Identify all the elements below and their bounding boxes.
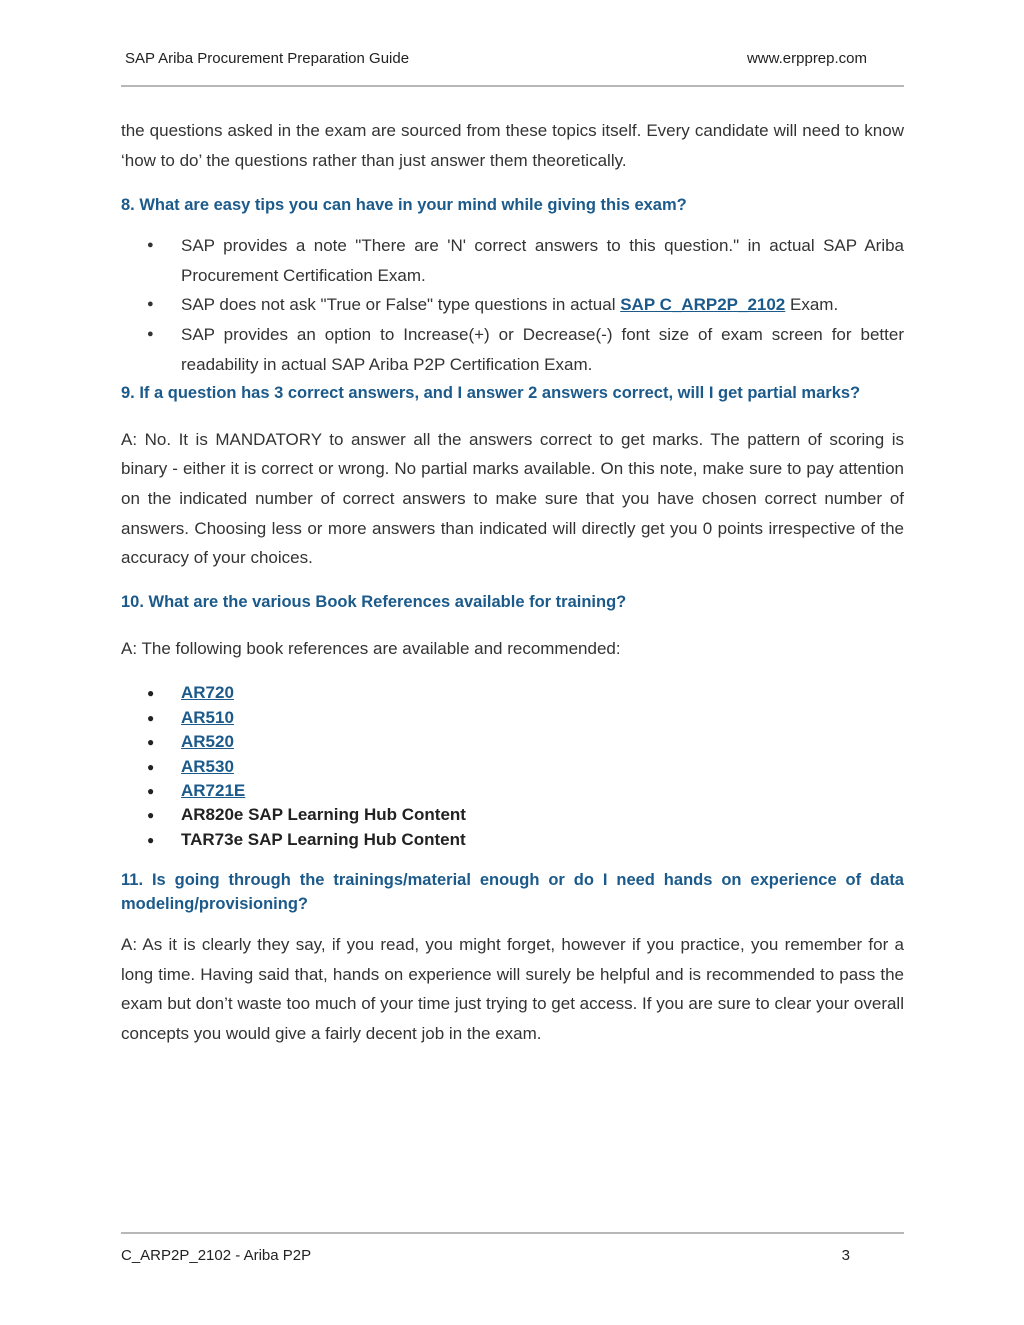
book-reference-link[interactable]: AR530 bbox=[181, 756, 234, 776]
question-9-answer: A: No. It is MANDATORY to answer all the answers correct to get marks. The pattern of scoring is binary - either it is correct or wrong. No partial marks available. On this note, make sure to pay attention on the indicated number of correct answers to make sure that you have chosen correct number of answers. Choosing less or more answers than indicated will directly get you 0 points irrespective of the accuracy of your choices. bbox=[121, 429, 904, 568]
bullet-icon: ● bbox=[147, 759, 155, 774]
book-reference-text: TAR73e SAP Learning Hub Content bbox=[181, 829, 466, 849]
tips-list bbox=[121, 231, 904, 379]
list-item bbox=[121, 681, 904, 705]
intro-paragraph: the questions asked in the exam are sourced from these topics itself. Every candidate will need to know ‘how to do’ the questions rather than just answer them theoretically. bbox=[121, 121, 904, 170]
book-reference-link[interactable]: AR720 bbox=[181, 683, 234, 703]
header-divider bbox=[121, 85, 904, 87]
list-item bbox=[121, 828, 904, 852]
tip-text: Exam. bbox=[785, 295, 839, 315]
book-references-list bbox=[121, 681, 904, 852]
list-item bbox=[121, 706, 904, 730]
list-item bbox=[121, 803, 904, 827]
book-reference-text: AR820e SAP Learning Hub Content bbox=[181, 805, 466, 825]
footer-code: C_ARP2P_2102 - Ariba P2P bbox=[121, 1247, 312, 1264]
document-title: SAP Ariba Procurement Preparation Guide bbox=[125, 50, 410, 67]
bullet-icon: ● bbox=[147, 686, 155, 701]
bullet-icon: ● bbox=[147, 808, 155, 823]
question-11-answer: A: As it is clearly they say, if you read, you might forget, however if you practice, you remember for a long time. Having said that, hands on experience will surely be helpful and is recommended to pass the exam but don’t waste too much of your time just trying to get access. If you are sure to clear your overall concepts you would give a fairly decent job in the exam. bbox=[121, 935, 904, 1043]
website-url: www.erpprep.com bbox=[746, 50, 867, 67]
tip-text: SAP provides a note "There are 'N' correct answers to this question." in actual SAP Ariba Procurement Certification Exam. bbox=[181, 236, 904, 285]
question-10-heading: 10. What are the various Book References available for training? bbox=[121, 592, 627, 611]
bullet-icon: ● bbox=[147, 735, 155, 750]
list-item bbox=[121, 755, 904, 779]
page-number: 3 bbox=[841, 1247, 850, 1264]
book-reference-link[interactable]: AR510 bbox=[181, 707, 234, 727]
question-11-heading: 11. Is going through the trainings/material enough or do I need hands on experience of data modeling/provisioning? bbox=[121, 871, 904, 914]
book-reference-link[interactable]: AR721E bbox=[181, 780, 246, 800]
main-content bbox=[121, 116, 904, 1049]
question-10-answer: A: The following book references are available and recommended: bbox=[121, 638, 621, 658]
bullet-icon: ● bbox=[147, 239, 154, 252]
list-item bbox=[121, 320, 904, 379]
list-item bbox=[121, 290, 904, 320]
footer-divider bbox=[121, 1232, 904, 1234]
list-item bbox=[121, 779, 904, 803]
list-item bbox=[121, 231, 904, 290]
exam-link[interactable]: SAP C_ARP2P_2102 bbox=[620, 295, 786, 315]
question-8-heading: 8. What are easy tips you can have in your mind while giving this exam? bbox=[121, 196, 687, 215]
bullet-icon: ● bbox=[147, 327, 154, 340]
list-item bbox=[121, 730, 904, 754]
tip-text: SAP does not ask "True or False" type questions in actual bbox=[181, 295, 621, 315]
bullet-icon: ● bbox=[147, 298, 154, 311]
book-reference-link[interactable]: AR520 bbox=[181, 732, 234, 752]
question-9-heading: 9. If a question has 3 correct answers, and I answer 2 answers correct, will I get partial marks? bbox=[121, 384, 861, 403]
bullet-icon: ● bbox=[147, 710, 155, 725]
bullet-icon: ● bbox=[147, 783, 155, 798]
bullet-icon: ● bbox=[147, 832, 155, 847]
tip-text: SAP provides an option to Increase(+) or Decrease(-) font size of exam screen for better readability in actual SAP Ariba P2P Certification Exam. bbox=[181, 324, 904, 374]
